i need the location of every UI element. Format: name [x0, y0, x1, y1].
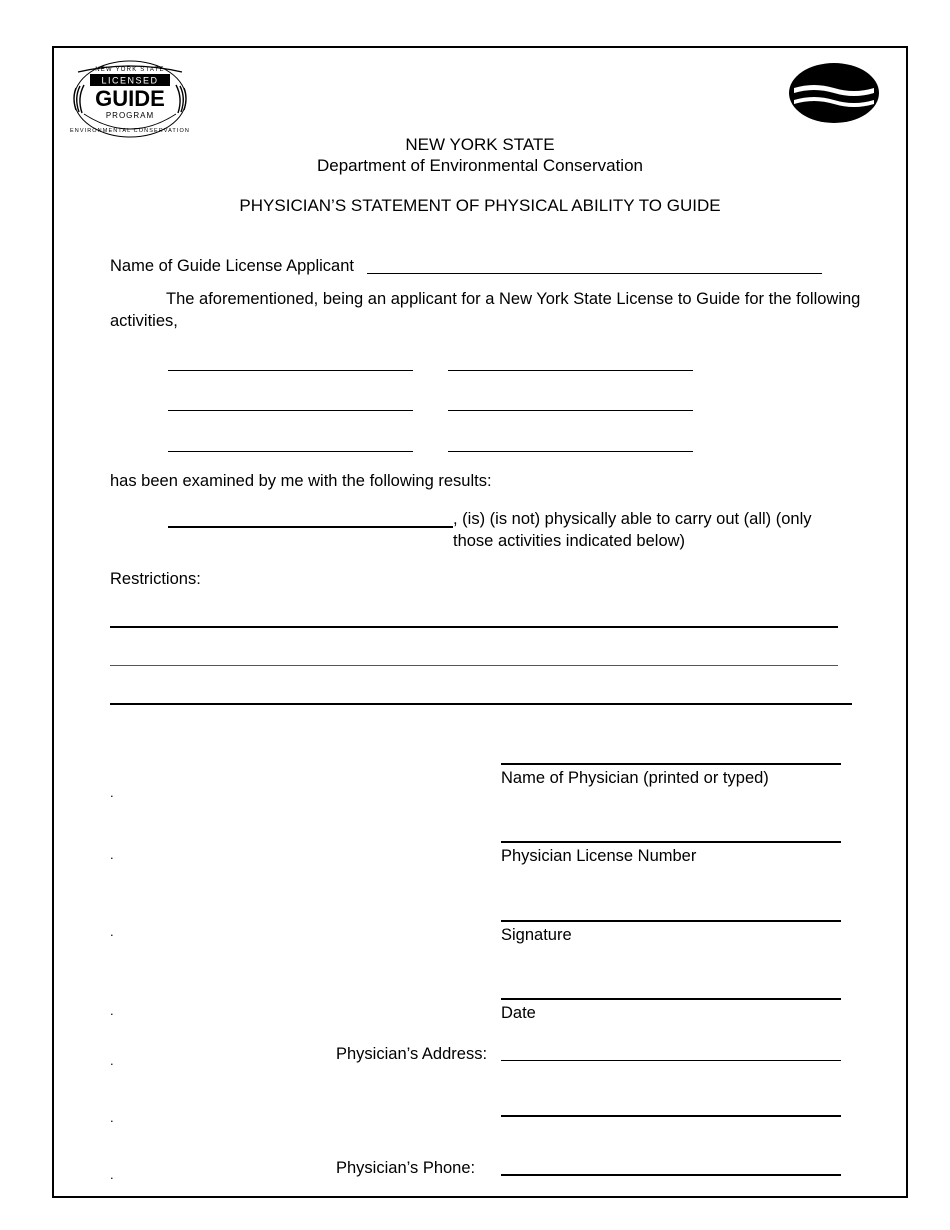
bullet-marker-2: . — [110, 847, 114, 862]
restrictions-input-1[interactable] — [110, 626, 838, 628]
ability-statement: , (is) (is not) physically able to carry out (all) (only those activities indicated below) — [453, 510, 812, 550]
physician-phone-label: Physician’s Phone: — [336, 1159, 476, 1177]
physician-name-label: Name of Physician (printed or typed) — [501, 769, 769, 787]
activity-input-5[interactable] — [168, 451, 413, 452]
dec-logo-icon — [788, 62, 880, 124]
signature-input[interactable] — [501, 920, 841, 922]
svg-text:LICENSED: LICENSED — [101, 75, 159, 86]
restrictions-input-3[interactable] — [110, 703, 852, 705]
bullet-marker-7: . — [110, 1167, 114, 1182]
heading-state: NEW YORK STATE — [405, 135, 555, 154]
activity-input-6[interactable] — [448, 451, 693, 452]
examined-line: has been examined by me with the following results: — [110, 472, 492, 490]
physician-phone-input[interactable] — [501, 1174, 841, 1176]
physician-name-input[interactable] — [501, 763, 841, 765]
physician-address-input-2[interactable] — [501, 1115, 841, 1117]
svg-text:PROGRAM: PROGRAM — [105, 111, 155, 120]
date-input[interactable] — [501, 998, 841, 1000]
heading-department: Department of Environmental Conservation — [317, 156, 643, 175]
svg-text:NEW YORK STATE: NEW YORK STATE — [95, 67, 165, 73]
page-title: PHYSICIAN’S STATEMENT OF PHYSICAL ABILITY TO GUIDE — [239, 196, 721, 215]
intro-paragraph: The aforementioned, being an applicant for a New York State License to Guide for the following activities, — [110, 290, 861, 330]
bullet-marker-3: . — [110, 924, 114, 939]
svg-text:ENVIRONMENTAL CONSERVATION: ENVIRONMENTAL CONSERVATION — [70, 128, 190, 134]
licensed-guide-program-seal-icon — [68, 58, 192, 140]
activity-input-2[interactable] — [448, 370, 693, 371]
activity-input-4[interactable] — [448, 410, 693, 411]
activity-input-3[interactable] — [168, 410, 413, 411]
signature-label: Signature — [501, 926, 572, 944]
bullet-marker-6: . — [110, 1110, 114, 1125]
form-page — [52, 46, 908, 1198]
bullet-marker-1: . — [110, 785, 114, 800]
applicant-name-label: Name of Guide License Applicant — [110, 257, 354, 275]
svg-text:GUIDE: GUIDE — [95, 86, 165, 111]
bullet-marker-4: . — [110, 1003, 114, 1018]
restrictions-input-2[interactable] — [110, 665, 838, 666]
patient-name-input[interactable] — [168, 526, 453, 528]
restrictions-label: Restrictions: — [110, 570, 201, 588]
activity-input-1[interactable] — [168, 370, 413, 371]
physician-license-label: Physician License Number — [501, 847, 697, 865]
physician-license-input[interactable] — [501, 841, 841, 843]
bullet-marker-5: . — [110, 1053, 114, 1068]
physician-address-label: Physician’s Address: — [336, 1045, 488, 1063]
date-label: Date — [501, 1004, 536, 1022]
applicant-name-input[interactable] — [367, 273, 822, 274]
physician-address-input-1[interactable] — [501, 1060, 841, 1061]
